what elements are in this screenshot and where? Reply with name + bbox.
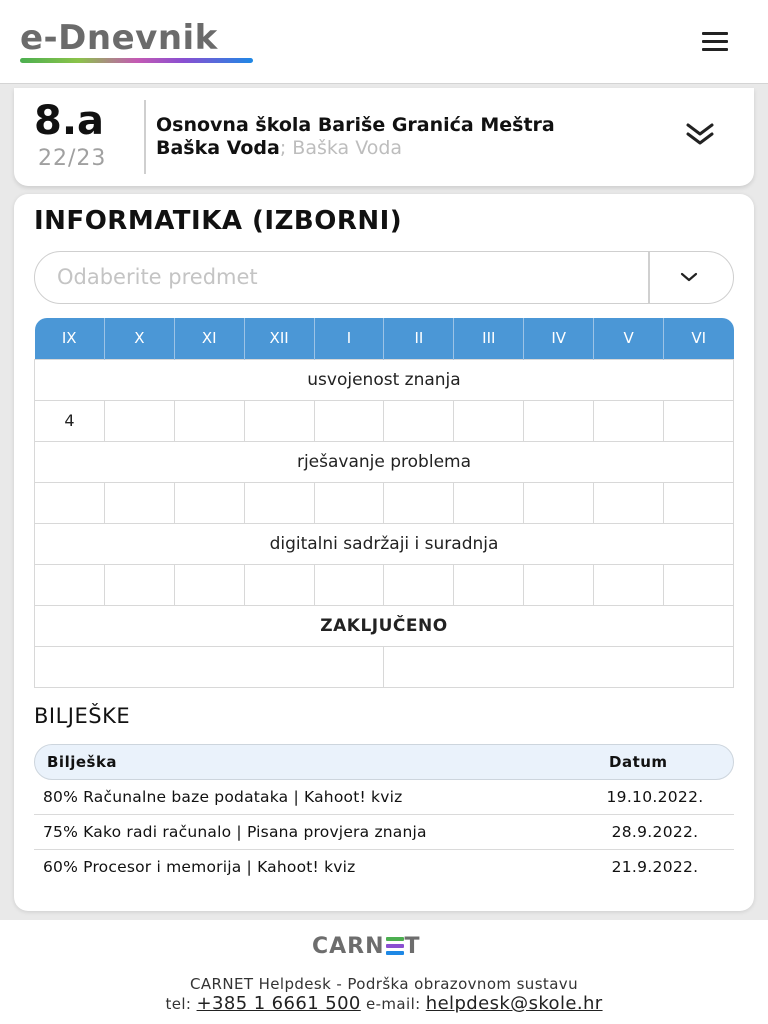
- grade-row: [35, 564, 734, 605]
- grade-cell: [244, 400, 314, 441]
- logo-underline: [20, 58, 253, 63]
- grade-cell: [664, 482, 734, 523]
- note-text: 75% Kako radi računalo | Pisana provjera znanja: [43, 823, 427, 841]
- notes-column-date: Datum: [609, 753, 668, 771]
- note-text: 60% Procesor i memorija | Kahoot! kviz: [43, 858, 356, 876]
- grade-cell: [454, 400, 524, 441]
- month-header: XII: [244, 318, 314, 359]
- month-header: XI: [174, 318, 244, 359]
- note-row: [34, 780, 734, 815]
- tel-link[interactable]: +385 1 6661 500: [196, 993, 361, 1014]
- grade-cell[interactable]: 4: [35, 400, 105, 441]
- grade-cell: [384, 482, 454, 523]
- footer: [0, 920, 768, 1024]
- grade-cell: [314, 564, 384, 605]
- notes-header: [34, 744, 734, 780]
- grade-cell: [664, 400, 734, 441]
- top-bar: [0, 0, 768, 84]
- school-year: 22/23: [38, 146, 107, 171]
- grade-row: [35, 482, 734, 523]
- grade-cell: [664, 564, 734, 605]
- grade-cell: [524, 482, 594, 523]
- month-header: X: [104, 318, 174, 359]
- final-grade-cell: [35, 646, 384, 687]
- month-header: II: [384, 318, 454, 359]
- month-header: III: [454, 318, 524, 359]
- grade-cell: [104, 400, 174, 441]
- note-date: 19.10.2022.: [606, 788, 704, 806]
- grade-cell: [35, 564, 105, 605]
- grade-cell: [454, 482, 524, 523]
- month-header: VI: [664, 318, 734, 359]
- helpdesk-text: CARNET Helpdesk - Podrška obrazovnom sustavu: [189, 975, 578, 993]
- month-header: IV: [524, 318, 594, 359]
- grade-cell: [244, 564, 314, 605]
- subject-select[interactable]: [34, 251, 734, 304]
- month-header: IX: [35, 318, 105, 359]
- month-header: I: [314, 318, 384, 359]
- grade-cell: [384, 564, 454, 605]
- contact-line: [0, 993, 768, 1014]
- grade-cell: [174, 482, 244, 523]
- chevron-down-icon[interactable]: [679, 269, 699, 285]
- note-text: 80% Računalne baze podataka | Kahoot! kviz: [43, 788, 403, 806]
- subject-card: [14, 194, 754, 911]
- grade-cell: [524, 564, 594, 605]
- select-divider: [648, 252, 650, 303]
- section-row: [35, 359, 734, 400]
- section-row: [35, 523, 734, 564]
- section-row: [35, 441, 734, 482]
- school-name: Osnovna škola Bariše Granića Meštra: [156, 114, 555, 136]
- subject-select-placeholder: Odaberite predmet: [57, 265, 258, 289]
- section-title: usvojenost znanja: [35, 359, 734, 400]
- section-title: rješavanje problema: [35, 441, 734, 482]
- school-town-separator: ;: [279, 137, 293, 159]
- grade-cell: [524, 400, 594, 441]
- note-date: 21.9.2022.: [611, 858, 699, 876]
- note-row: [34, 850, 734, 885]
- grade-cell: [314, 400, 384, 441]
- app-logo[interactable]: e-Dnevnik: [20, 18, 218, 58]
- notes-column-note: Bilješka: [47, 753, 118, 771]
- grade-cell: [174, 400, 244, 441]
- carnet-logo-text-start: CARN: [312, 934, 385, 959]
- school-name-line2: Baška Voda: [156, 137, 280, 159]
- email-label: e-mail:: [365, 995, 421, 1013]
- grade-row: [35, 400, 734, 441]
- tel-label: tel:: [165, 995, 192, 1013]
- school-town: Baška Voda: [292, 137, 403, 159]
- note-date: 28.9.2022.: [611, 823, 699, 841]
- final-grade-cell: [384, 646, 734, 687]
- class-selector-card[interactable]: [14, 88, 754, 186]
- hamburger-menu-icon[interactable]: [700, 30, 730, 52]
- month-header: V: [594, 318, 664, 359]
- email-link[interactable]: helpdesk@skole.hr: [425, 993, 603, 1014]
- grade-cell: [314, 482, 384, 523]
- grade-cell: [244, 482, 314, 523]
- grade-cell: [35, 482, 105, 523]
- school-name-continued: [156, 137, 402, 159]
- grade-cell: [104, 564, 174, 605]
- grade-cell: [594, 564, 664, 605]
- divider: [144, 100, 146, 174]
- final-values-row: [35, 646, 734, 687]
- grade-cell: [174, 564, 244, 605]
- final-grade-label: ZAKLJUČENO: [35, 605, 734, 646]
- note-row: [34, 815, 734, 850]
- grade-cell: [454, 564, 524, 605]
- carnet-logo[interactable]: [312, 934, 421, 959]
- class-name: 8.a: [34, 98, 105, 144]
- carnet-logo-text-end: T: [404, 934, 421, 959]
- grade-cell: [384, 400, 454, 441]
- grades-table: [34, 318, 734, 688]
- carnet-e-icon: [386, 937, 404, 955]
- grade-cell: [594, 400, 664, 441]
- section-title: digitalni sadržaji i suradnja: [35, 523, 734, 564]
- subject-title: INFORMATIKA (IZBORNI): [34, 206, 403, 236]
- month-header-row: [35, 318, 734, 359]
- double-chevron-down-icon[interactable]: [682, 120, 718, 150]
- notes-title: BILJEŠKE: [34, 704, 131, 728]
- final-row: [35, 605, 734, 646]
- grade-cell: [594, 482, 664, 523]
- grade-cell: [104, 482, 174, 523]
